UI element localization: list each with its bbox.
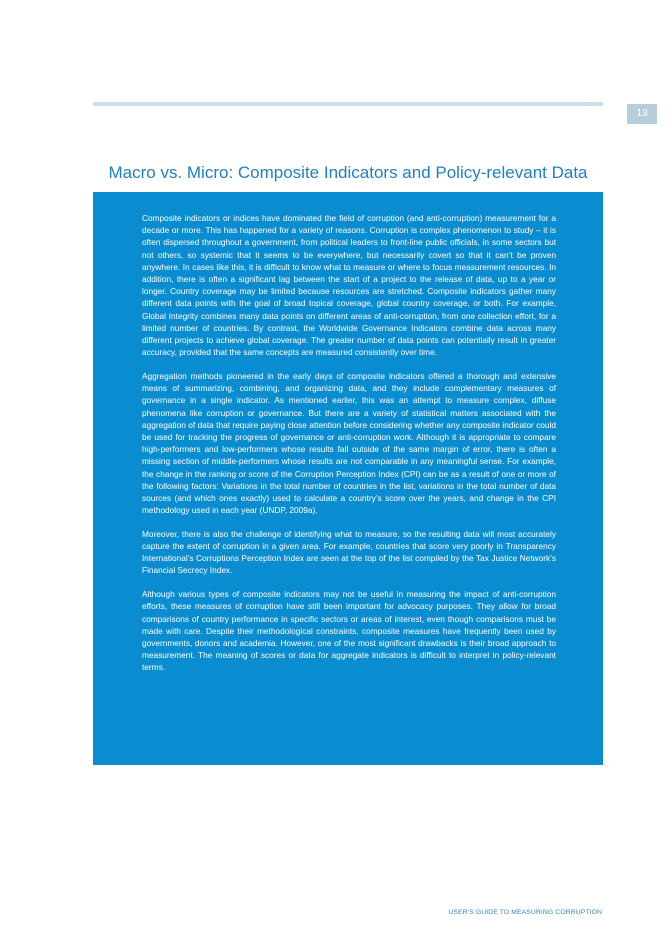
body-paragraph: Composite indicators or indices have dominated the field of corruption (and anti-corruption) measurement for a decade or more. This has happened for a variety of reasons. Corruption is complex phenomenon to study – it is often dispersed throughout a government, from political leaders to front-line public officials, in some sectors but not others, so systemic that it seems to be everywhere, but necessarily covert so that it can’t be proven anywhere. In cases like this, it is difficult to know what to measure or where to focus measurement resources. In addition, there is often a significant lag between the start of a project to the release of data, up to a year or longer. Country coverage may be limited because resources are stretched. Composite indicators gather many different data points with the goal of broad topical coverage, global country coverage, or both. For example, Global Integrity combines many data points on different areas of anti-corruption, from one collection effort, for a limited number of countries. By contrast, the Worldwide Governance Indicators combine data across many different projects to achieve global coverage. The greater number of data points can potentially result in greater accuracy, provided that the same concepts are measured consistently over time. — [142, 213, 556, 358]
header-rule — [93, 102, 603, 106]
body-paragraph: Aggregation methods pioneered in the early days of composite indicators offered a thorough and extensive means of summarizing, combining, and organizing data, and they include complementary measures of governance in a single indicator. As mentioned earlier, this was an attempt to measure complex, diffuse phenomena like corruption or governance. But there are a variety of statistical matters associated with the aggregation of data that require paying close attention before considering whether any composite indicator could be used for tracking the progress of governance or anti-corruption work. Although it is appropriate to compare high-performers and low-performers whose results fall outside of the same margin of error, there is often a missing section of middle-performers whose results are not comparable in any meaningful sense. For example, the change in the ranking or score of the Corruption Perception Index (CPI) can be as a result of one or more of the following factors: Variations in the total number of countries in the list, variations in the total number of data sources (and which ones exactly) used to calculate a country’s score over the years, and change in the CPI methodology used in each year (UNDP, 2009a). — [142, 370, 556, 516]
content-box — [93, 192, 603, 765]
body-paragraph: Although various types of composite indicators may not be useful in measuring the impact of anti-corruption efforts, these measures of corruption have still been important for advocacy purposes. They allow for broad comparisons of country performance in specific sectors or areas of interest, even though comparisons must be made with care. Despite their methodological constraints, composite measures have frequently been used by governments, donors and academia. However, one of the most significant drawbacks is their broad approach to measurement. The meaning of scores or data for aggregate indicators is difficult to interpret in policy-relevant terms. — [142, 589, 556, 673]
footer-text: USER’S GUIDE TO MEASURING CORRUPTION — [448, 909, 602, 916]
body-paragraph: Moreover, there is also the challenge of identifying what to measure, so the resulting data will most accurately capture the extent of corruption in a given area. For example, countries that score very poorly in Transparency International’s Corruptions Perception Index are seen at the top of the list compiled by the Tax Justice Network’s Financial Secrecy Index. — [142, 528, 556, 576]
section-title: Macro vs. Micro: Composite Indicators and Policy-relevant Data — [108, 163, 588, 182]
page-number: 13 — [627, 104, 657, 124]
